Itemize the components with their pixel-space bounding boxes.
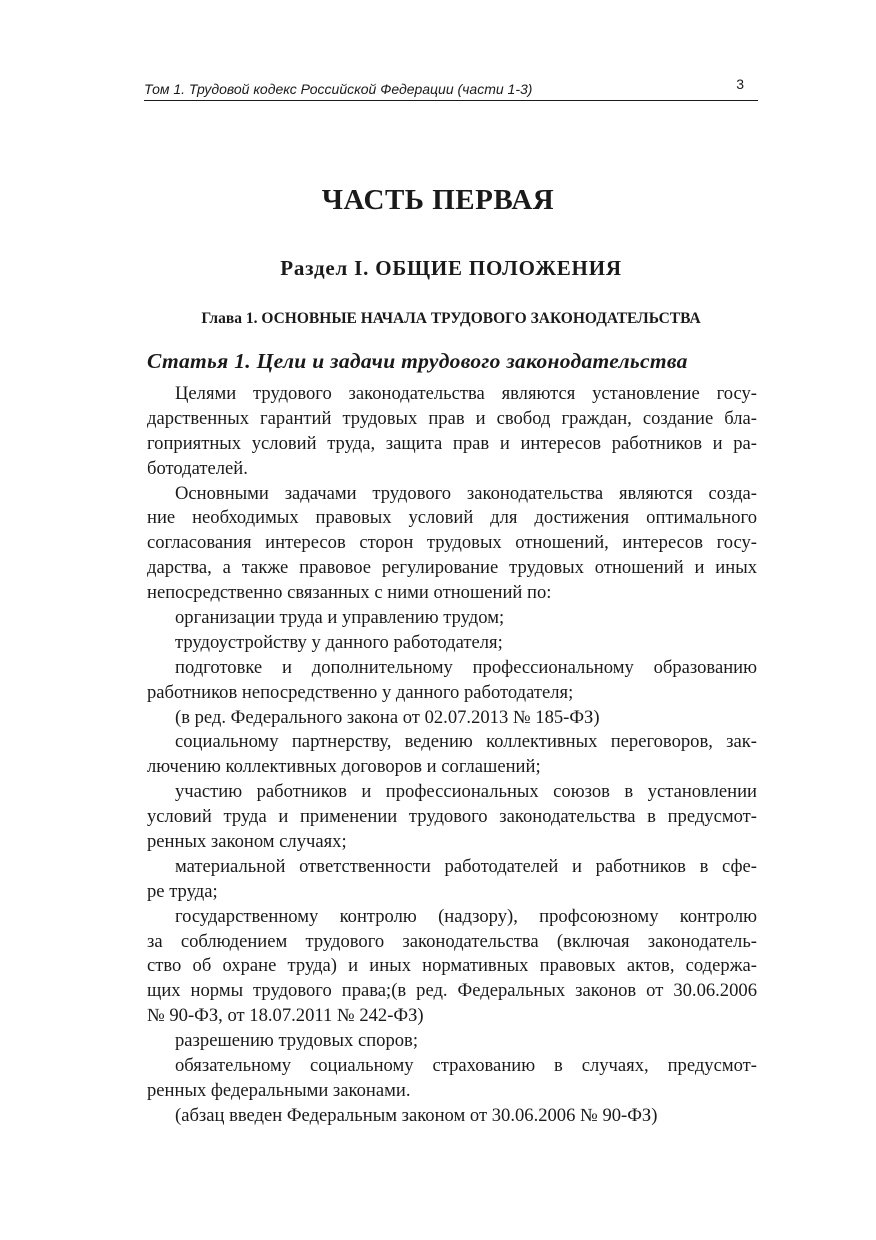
text-line: ре труда; bbox=[147, 880, 218, 902]
text-line: дарства, а также правовое регулирование трудовых отношений и иных bbox=[147, 557, 757, 579]
text-line: разрешению трудовых споров; bbox=[175, 1030, 418, 1052]
text-line: материальной ответственности работодателей и работников в сфе- bbox=[175, 855, 757, 877]
text-line: ренных федеральными законами. bbox=[147, 1079, 411, 1101]
text-line: государственному контролю (надзору), профсоюзному контролю bbox=[175, 905, 757, 927]
text-line: условий труда и применении трудового законодательства в предусмот- bbox=[147, 806, 757, 828]
text-line: трудоустройству у данного работодателя; bbox=[175, 631, 503, 653]
text-line: работников непосредственно у данного работодателя; bbox=[147, 681, 574, 703]
section-title: Раздел I. ОБЩИЕ ПОЛОЖЕНИЯ bbox=[280, 256, 622, 280]
article-title: Статья 1. Цели и задачи трудового законодательства bbox=[147, 349, 688, 373]
text-line: Основными задачами трудового законодательства являются созда- bbox=[175, 482, 757, 504]
text-line: ренных законом случаях; bbox=[147, 831, 347, 853]
text-line: щих нормы трудового права;(в ред. Федеральных законов от 30.06.2006 bbox=[147, 980, 757, 1002]
text-line: Целями трудового законодательства являются установление госу- bbox=[175, 383, 757, 404]
text-line: за соблюдением трудового законодательства (включая законодатель- bbox=[147, 930, 757, 952]
text-line: № 90-ФЗ, от 18.07.2011 № 242-ФЗ) bbox=[147, 1005, 424, 1027]
chapter-title: Глава 1. ОСНОВНЫЕ НАЧАЛА ТРУДОВОГО ЗАКОНОДАТЕЛЬСТВА bbox=[201, 310, 701, 327]
part-title: ЧАСТЬ ПЕРВАЯ bbox=[321, 184, 555, 216]
text-line: ботодателей. bbox=[147, 457, 248, 479]
text-line: непосредственно связанных с ними отношений по: bbox=[147, 582, 552, 604]
text-line: организации труда и управлению трудом; bbox=[175, 607, 505, 629]
text-line: согласования интересов сторон трудовых отношений, интересов госу- bbox=[147, 532, 757, 554]
page-number: 3 bbox=[736, 76, 744, 92]
text-line: (в ред. Федерального закона от 02.07.2013 № 185-ФЗ) bbox=[175, 706, 600, 728]
article-body bbox=[147, 382, 757, 1129]
text-line: участию работников и профессиональных союзов в установлении bbox=[175, 781, 757, 803]
text-line: ние необходимых правовых условий для достижения оптимального bbox=[147, 507, 757, 529]
text-line: подготовке и дополнительному профессиональному образованию bbox=[175, 656, 757, 678]
running-title: Том 1. Трудовой кодекс Российской Федерации (части 1-3) bbox=[144, 81, 533, 97]
text-line: ство об охране труда) и иных нормативных правовых актов, содержа- bbox=[147, 955, 757, 977]
text-line: дарственных гарантий трудовых прав и свобод граждан, создание бла- bbox=[147, 407, 757, 429]
text-line: (абзац введен Федеральным законом от 30.06.2006 № 90-ФЗ) bbox=[175, 1104, 658, 1126]
text-line: социальному партнерству, ведению коллективных переговоров, зак- bbox=[175, 731, 757, 753]
running-header bbox=[144, 72, 758, 101]
text-line: лючению коллективных договоров и соглашений; bbox=[147, 756, 541, 778]
text-line: гоприятных условий труда, защита прав и интересов работников и ра- bbox=[147, 432, 757, 454]
text-line: обязательному социальному страхованию в случаях, предусмот- bbox=[175, 1055, 757, 1077]
